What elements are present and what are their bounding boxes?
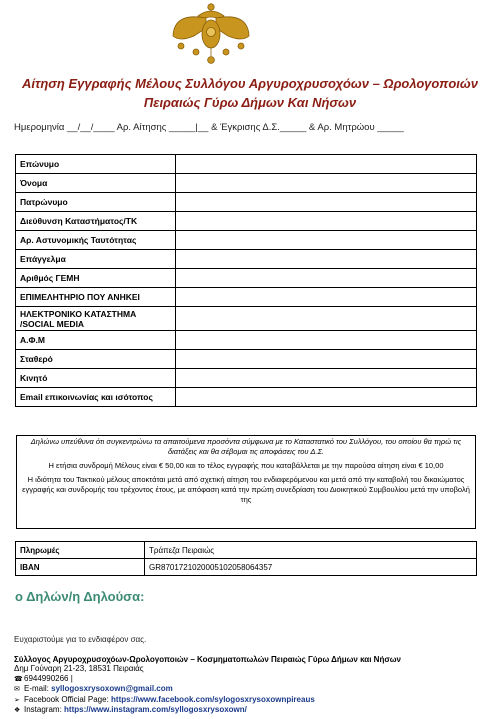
payment-row bbox=[16, 559, 477, 576]
form-label-landline: Σταθερό bbox=[16, 350, 176, 369]
email-icon: ✉ bbox=[14, 686, 20, 694]
form-label-chamber: ΕΠΙΜΕΛΗΤΗΡΙΟ ΠΟΥ ΑΝΗΚΕΙ bbox=[16, 288, 176, 307]
tax-id-field[interactable] bbox=[176, 331, 477, 350]
iban-value: GR8701721020005102058064357 bbox=[145, 559, 477, 576]
footer-email-link[interactable]: syllogosxrysoxown@gmail.com bbox=[51, 684, 173, 694]
footer-facebook-link[interactable]: https://www.facebook.com/sylogosxrysoxownpireaus bbox=[111, 694, 315, 704]
thanks-text: Ευχαριστούμε για το ενδιαφέρον σας. bbox=[14, 635, 147, 644]
footer-phone: 6944990266 | bbox=[24, 673, 73, 683]
declaration-box bbox=[16, 435, 476, 529]
form-row bbox=[16, 288, 477, 307]
form-row bbox=[16, 331, 477, 350]
form-label-name: Όνομα bbox=[16, 174, 176, 193]
footer-instagram-label: Instagram: bbox=[24, 705, 62, 715]
eshop-social-field[interactable] bbox=[176, 307, 477, 331]
footer-org-name: Σύλλογος Αργυροχρυσοχόων-Ωρολογοποιών – Κοσμηματοπωλών Πειραιώς Γύρω Δήμων και Νήσων bbox=[14, 655, 402, 664]
store-address-field[interactable] bbox=[176, 212, 477, 231]
form-label-tax-id: Α.Φ.Μ bbox=[16, 331, 176, 350]
footer-email-label: E-mail: bbox=[24, 684, 49, 694]
phone-icon: ☎ bbox=[14, 675, 23, 683]
surname-field[interactable] bbox=[176, 155, 477, 174]
gemi-number-field[interactable] bbox=[176, 269, 477, 288]
bee-pendant-logo bbox=[170, 2, 252, 70]
form-row bbox=[16, 174, 477, 193]
iban-label: IBAN bbox=[16, 559, 145, 576]
profession-field[interactable] bbox=[176, 250, 477, 269]
form-label-surname: Επώνυμο bbox=[16, 155, 176, 174]
form-label-gemi-number: Αριθμός ΓΕΜΗ bbox=[16, 269, 176, 288]
footer-address: Δημ Γούναρη 21-23, 18531 Πειραιάς bbox=[14, 664, 144, 674]
form-label-profession: Επάγγελμα bbox=[16, 250, 176, 269]
payment-method-label: Πληρωμές bbox=[16, 542, 145, 559]
payment-table bbox=[15, 541, 477, 576]
diamond-bullet-icon: ❖ bbox=[14, 707, 21, 715]
form-row bbox=[16, 269, 477, 288]
form-row bbox=[16, 155, 477, 174]
registration-meta-line: Ημερομηνία __/__/____ Αρ. Αίτησης _____|__ & Έγκρισης Δ.Σ._____ & Αρ. Μητρώου _____ bbox=[14, 122, 404, 133]
fees-statement: Η ετήσια συνδρομή Μέλους είναι € 50,00 και το τέλος εγγραφής που καταβάλλεται με την παρούσα αίτηση είναι € 10,00 bbox=[48, 461, 444, 470]
email-website-field[interactable] bbox=[176, 388, 477, 407]
form-row bbox=[16, 250, 477, 269]
payment-row bbox=[16, 542, 477, 559]
payment-method-value: Τράπεζα Πειραιώς bbox=[145, 542, 477, 559]
declaration-statement: Δηλώνω υπεύθυνα ότι συγκεντρώνω τα απαιτούμενα προσόντα σύμφωνα με το Καταστατικό του Συλλόγου, του οποίου θα τηρώ τις διατάξεις και θα σέβομαι τις αποφάσεις του Δ.Σ. bbox=[30, 437, 462, 456]
footer-instagram-link[interactable]: https://www.instagram.com/syllogosxrysoxown/ bbox=[64, 705, 247, 715]
form-row bbox=[16, 231, 477, 250]
mobile-field[interactable] bbox=[176, 369, 477, 388]
form-row bbox=[16, 212, 477, 231]
form-label-fathers-name: Πατρώνυμο bbox=[16, 193, 176, 212]
form-label-eshop-social: ΗΛΕΚΤΡΟΝΙΚΟ ΚΑΤΑΣΤΗΜΑ /SOCIAL MEDIA bbox=[16, 307, 176, 331]
footer-contact bbox=[14, 655, 401, 715]
applicant-form-table bbox=[15, 154, 477, 407]
chamber-field[interactable] bbox=[176, 288, 477, 307]
form-label-store-address: Διεύθυνση Καταστήματος/ΤΚ bbox=[16, 212, 176, 231]
name-field[interactable] bbox=[176, 174, 477, 193]
form-title-line2: Πειραιώς Γύρω Δήμων Και Νήσων bbox=[143, 95, 357, 110]
form-row bbox=[16, 369, 477, 388]
membership-statement: Η ιδιότητα του Τακτικού μέλους αποκτάται μετά από σχετική αίτηση του ενδιαφερόμενου και μετά από την καταβολή του δικαιώματος εγγραφής και συνδρομής του τρέχοντος έτους, με απόφαση κατά την πρώτη συνεδρίαση του Διοικητικού Συμβουλίου μετά την υποβολή της bbox=[22, 475, 470, 504]
form-label-id-number: Αρ. Αστυνομικής Ταυτότητας bbox=[16, 231, 176, 250]
form-row bbox=[16, 307, 477, 331]
landline-field[interactable] bbox=[176, 350, 477, 369]
form-label-email-website: Email επικοινωνίας και ισότοπος bbox=[16, 388, 176, 407]
declarant-heading: ο Δηλών/η Δηλούσα: bbox=[15, 589, 145, 604]
footer-facebook-label: Facebook Official Page: bbox=[24, 694, 109, 704]
arrow-bullet-icon: ➢ bbox=[14, 696, 20, 704]
fathers-name-field[interactable] bbox=[176, 193, 477, 212]
form-title-line1: Αίτηση Εγγραφής Μέλους Συλλόγου Αργυροχρυσοχόων – Ωρολογοποιών bbox=[22, 76, 478, 91]
id-number-field[interactable] bbox=[176, 231, 477, 250]
form-row bbox=[16, 388, 477, 407]
form-label-mobile: Κινητό bbox=[16, 369, 176, 388]
form-row bbox=[16, 350, 477, 369]
form-row bbox=[16, 193, 477, 212]
